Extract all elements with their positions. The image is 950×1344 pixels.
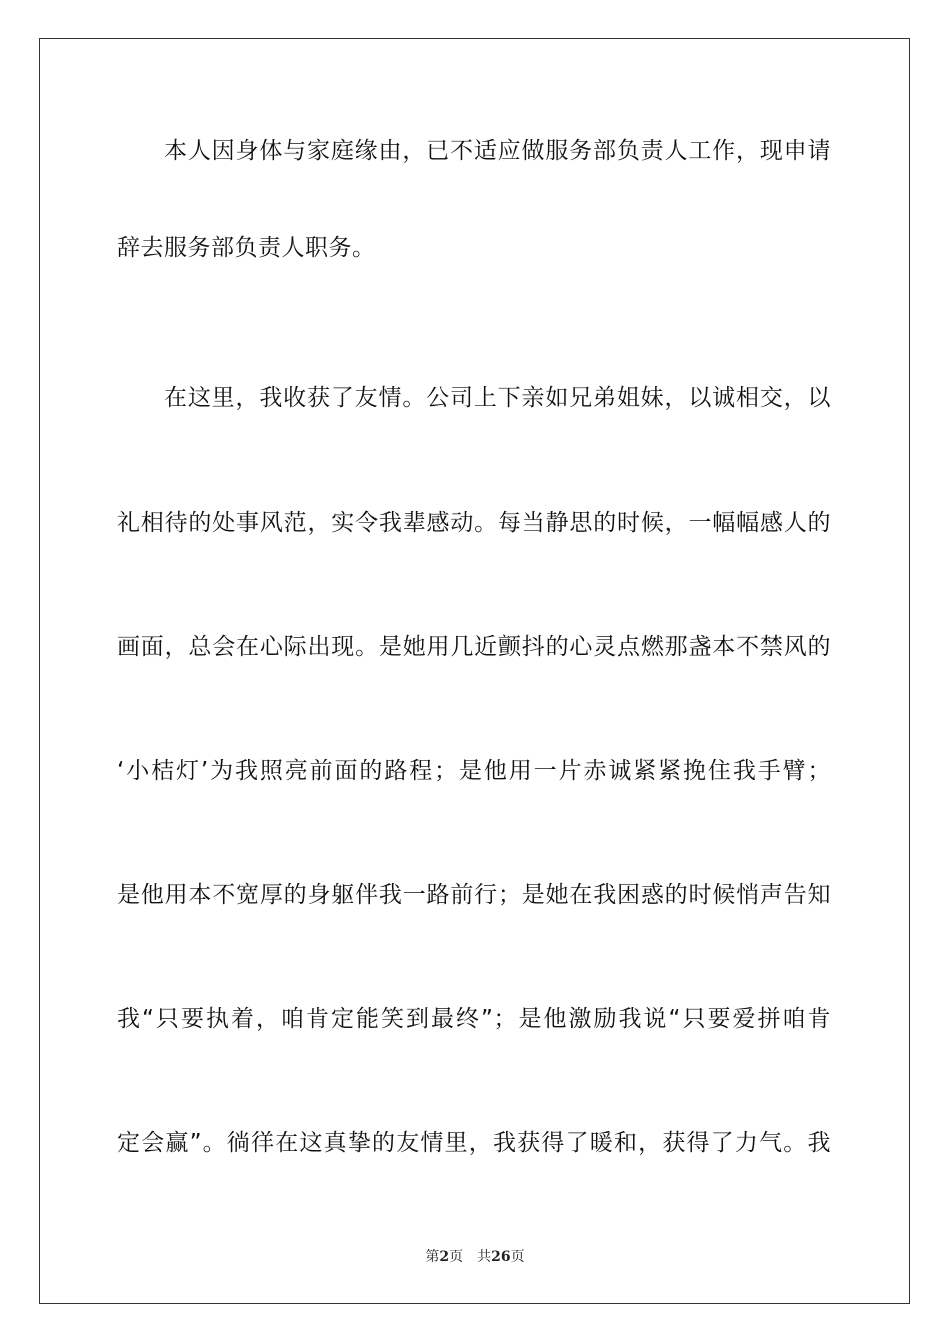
page-suffix: 页 <box>449 1249 464 1265</box>
total-suffix: 页 <box>510 1249 525 1265</box>
paragraph-line: 定会赢”。徜徉在这真挚的友情里，我获得了暖和，获得了力气。我 <box>117 1130 831 1156</box>
paragraph-line: 我“只要执着，咱肯定能笑到最终”；是他激励我说“只要爱拼咱肯 <box>117 1006 831 1032</box>
total-prefix: 共 <box>477 1249 492 1265</box>
page-number: 2 <box>439 1249 450 1265</box>
paragraph-line: 本人因身体与家庭缘由，已不适应做服务部负责人工作，现申请 <box>164 138 831 164</box>
page-border <box>39 38 910 1304</box>
paragraph-line: ‘小桔灯’为我照亮前面的路程；是他用一片赤诚紧紧挽住我手臂； <box>117 758 831 784</box>
paragraph-line: 是他用本不宽厚的身躯伴我一路前行；是她在我困惑的时候悄声告知 <box>117 882 831 908</box>
page-prefix: 第 <box>425 1249 440 1265</box>
total-pages: 26 <box>491 1249 511 1265</box>
paragraph-line: 辞去服务部负责人职务。 <box>117 235 376 261</box>
page-footer <box>0 1248 950 1266</box>
paragraph-line: 在这里，我收获了友情。公司上下亲如兄弟姐妹，以诚相交，以 <box>164 385 831 411</box>
paragraph-line: 画面，总会在心际出现。是她用几近颤抖的心灵点燃那盏本不禁风的 <box>117 634 831 660</box>
paragraph-line: 礼相待的处事风范，实令我辈感动。每当静思的时候，一幅幅感人的 <box>117 510 831 536</box>
